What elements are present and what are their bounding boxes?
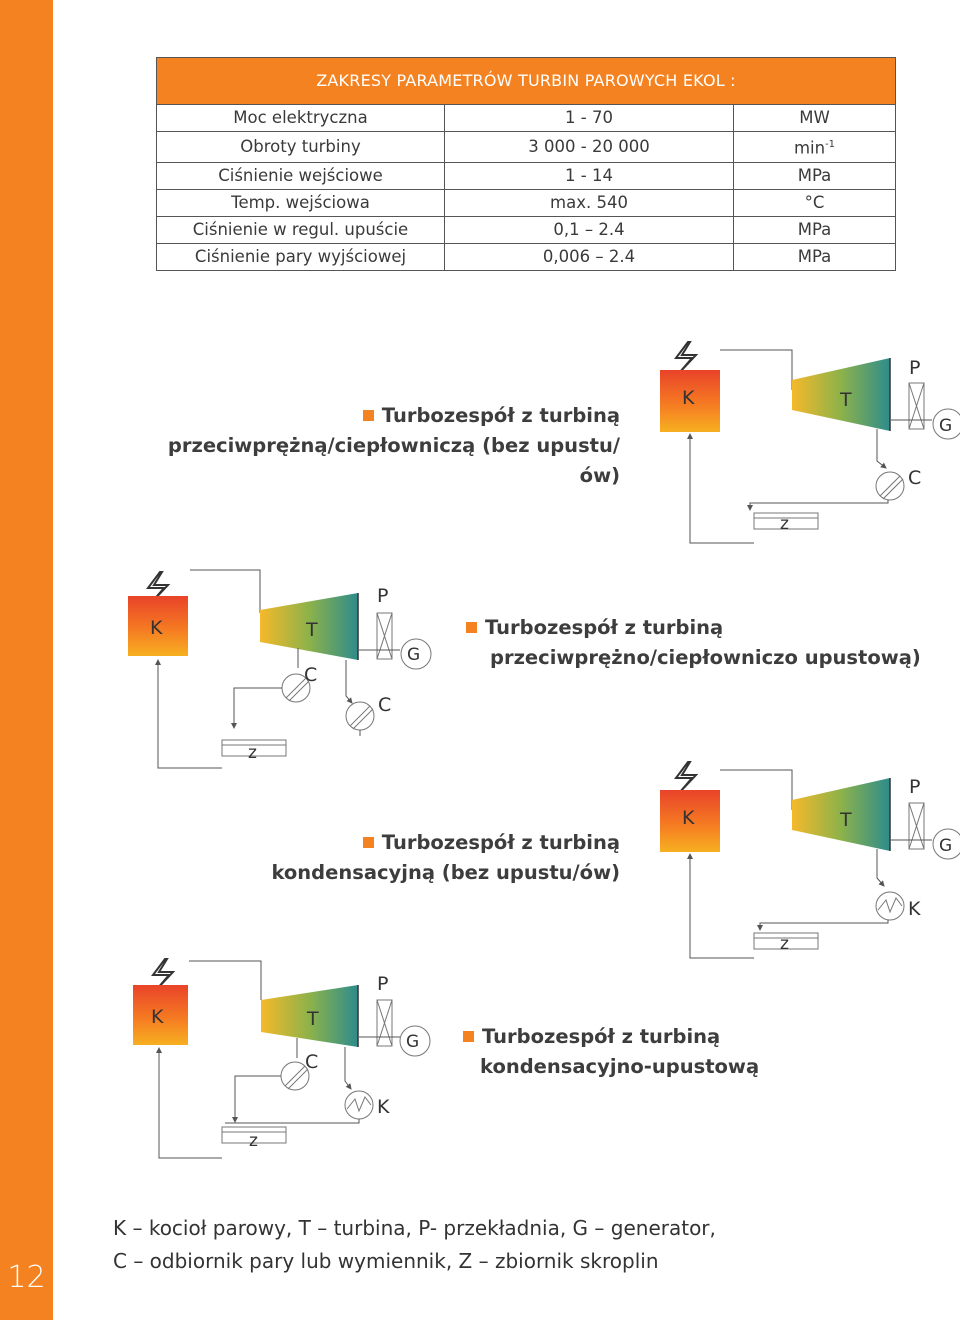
label-z: z	[248, 743, 257, 763]
condensate-line	[760, 920, 888, 930]
legend-line1: K – kocioł parowy, T – turbina, P- przekładnia, G – generator,	[113, 1216, 716, 1240]
condensate-line	[225, 1119, 359, 1123]
param-unit: MPa	[734, 216, 896, 243]
diagram-2-caption	[466, 613, 936, 673]
return-line	[158, 660, 222, 768]
return-line	[159, 1048, 222, 1158]
param-value: 0,006 – 2.4	[445, 243, 734, 270]
label-k-condenser: K	[908, 898, 921, 920]
legend	[113, 1212, 716, 1278]
bullet-icon	[363, 410, 374, 421]
caption-line2: przeciwprężno/ciepłowniczo upustową)	[490, 646, 921, 669]
condensate-line	[750, 500, 888, 510]
exhaust-line	[877, 429, 886, 468]
param-value: 3 000 - 20 000	[445, 132, 734, 163]
param-name: Ciśnienie wejściowe	[157, 162, 445, 189]
unit-exponent: -1	[825, 139, 836, 150]
steam-line	[720, 350, 792, 390]
label-p: P	[377, 973, 389, 995]
label-c: C	[378, 694, 392, 716]
label-p: P	[909, 357, 921, 379]
param-name: Ciśnienie w regul. upuście	[157, 216, 445, 243]
label-g: G	[407, 645, 421, 665]
label-t: T	[307, 1008, 319, 1030]
param-name: Moc elektryczna	[157, 105, 445, 132]
label-k: K	[151, 1006, 164, 1028]
param-name: Temp. wejściowa	[157, 189, 445, 216]
label-c: C	[304, 664, 318, 686]
caption-line2: kondensacyjną (bez upustu/ów)	[271, 861, 620, 884]
caption-line2: kondensacyjno-upustową	[480, 1055, 760, 1078]
exhaust-line	[345, 1047, 351, 1089]
table-row	[157, 132, 896, 163]
consumer-c-exhaust	[346, 702, 374, 730]
table-title: ZAKRESY PARAMETRÓW TURBIN PAROWYCH EKOL :	[157, 58, 896, 105]
label-k: K	[682, 807, 695, 829]
table-row	[157, 243, 896, 270]
caption-line1: Turbozespół z turbiną	[482, 1025, 721, 1048]
label-z: z	[249, 1131, 258, 1151]
gearbox-p	[377, 613, 392, 659]
diagram-1	[650, 338, 960, 548]
param-name: Ciśnienie pary wyjściowej	[157, 243, 445, 270]
steam-line	[189, 961, 261, 1000]
label-k: K	[150, 617, 163, 639]
diagram-4-caption	[463, 1022, 933, 1082]
label-t: T	[306, 619, 318, 641]
label-k: K	[682, 387, 695, 409]
param-unit: MPa	[734, 243, 896, 270]
lightning-icon	[153, 959, 173, 989]
steam-line	[720, 770, 792, 810]
label-c: C	[908, 467, 922, 489]
lightning-icon	[676, 342, 696, 372]
param-name: Obroty turbiny	[157, 132, 445, 163]
legend-line2: C – odbiornik pary lub wymiennik, Z – zbiornik skroplin	[113, 1249, 659, 1273]
bullet-icon	[466, 622, 477, 633]
gearbox-p	[909, 383, 924, 429]
return-line	[690, 854, 754, 958]
param-value: max. 540	[445, 189, 734, 216]
label-g: G	[406, 1032, 420, 1052]
diagram-3-caption	[130, 828, 620, 888]
label-t: T	[840, 389, 852, 411]
diagram-1-caption	[130, 401, 620, 491]
diagram-2	[120, 568, 440, 778]
unit-base: min	[793, 138, 826, 158]
gearbox-p	[377, 1000, 392, 1046]
label-g: G	[939, 416, 953, 436]
param-unit: MW	[734, 105, 896, 132]
param-value: 1 - 14	[445, 162, 734, 189]
param-unit: MPa	[734, 162, 896, 189]
bullet-icon	[363, 837, 374, 848]
consumer-c	[876, 472, 904, 500]
condenser-k	[345, 1091, 373, 1119]
caption-line2: przeciwprężną/ciepłowniczą (bez upustu/ów)	[167, 434, 620, 487]
parameters-table	[156, 57, 896, 271]
table-row	[157, 162, 896, 189]
return-line	[690, 434, 754, 543]
steam-line	[190, 570, 260, 613]
diagram-3	[650, 758, 960, 968]
bullet-icon	[463, 1031, 474, 1042]
label-g: G	[939, 836, 953, 856]
label-t: T	[840, 809, 852, 831]
exhaust-line	[877, 849, 884, 886]
page-number: 12	[7, 1260, 46, 1295]
condensate-line	[235, 1076, 281, 1122]
label-c: C	[305, 1051, 319, 1073]
label-z: z	[780, 934, 789, 954]
lightning-icon	[676, 762, 696, 792]
condensate-line	[234, 688, 282, 728]
param-unit	[734, 132, 896, 163]
table-row	[157, 216, 896, 243]
label-p: P	[909, 776, 921, 798]
label-p: P	[377, 585, 389, 607]
caption-line1: Turbozespół z turbiną	[381, 831, 620, 854]
table-row	[157, 189, 896, 216]
diagram-4	[125, 955, 445, 1165]
caption-line1: Turbozespół z turbiną	[381, 404, 620, 427]
caption-line1: Turbozespół z turbiną	[485, 616, 724, 639]
param-value: 1 - 70	[445, 105, 734, 132]
gearbox-p	[909, 803, 924, 849]
label-z: z	[780, 514, 789, 534]
param-unit: °C	[734, 189, 896, 216]
label-k-condenser: K	[377, 1096, 390, 1118]
param-value: 0,1 – 2.4	[445, 216, 734, 243]
side-accent-bar	[0, 0, 53, 1320]
table-row	[157, 105, 896, 132]
condenser-k	[876, 892, 904, 920]
exhaust-line	[346, 660, 352, 703]
